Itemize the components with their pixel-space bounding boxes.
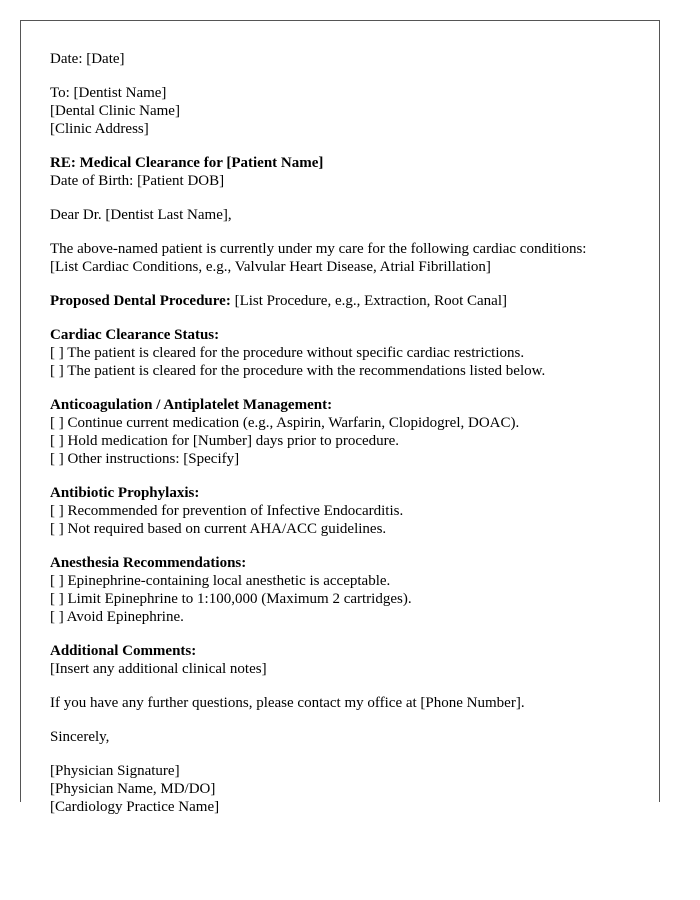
anesthesia-heading: Anesthesia Recommendations: (50, 555, 247, 571)
subject-line: RE: Medical Clearance for [Patient Name] (50, 155, 324, 171)
procedure-value: [List Procedure, e.g., Extraction, Root Canal] (230, 293, 508, 309)
letter-body (50, 50, 649, 816)
procedure-line (50, 292, 649, 310)
subject-line-wrapper (50, 154, 649, 172)
anticoagulation-heading: Anticoagulation / Antiplatelet Management: (50, 397, 333, 413)
antibiotic-option: [ ] Not required based on current AHA/ACC guidelines. (50, 521, 387, 537)
antibiotic-heading: Antibiotic Prophylaxis: (50, 485, 200, 501)
procedure-label: Proposed Dental Procedure: (50, 293, 231, 309)
antibiotic-heading-wrapper (50, 484, 649, 502)
anesthesia-option: [ ] Limit Epinephrine to 1:100,000 (Maximum 2 cartridges). (50, 591, 412, 607)
salutation: Dear Dr. [Dentist Last Name], (50, 207, 232, 223)
anticoagulation-option: [ ] Hold medication for [Number] days prior to procedure. (50, 433, 400, 449)
anesthesia-option: [ ] Avoid Epinephrine. (50, 609, 184, 625)
clearance-heading-wrapper (50, 326, 649, 344)
anesthesia-heading-wrapper (50, 554, 649, 572)
clinic-address: [Clinic Address] (50, 121, 149, 137)
contact-line: If you have any further questions, please contact my office at [Phone Number]. (50, 695, 525, 711)
clearance-heading: Cardiac Clearance Status: (50, 327, 220, 343)
recipient-line: To: [Dentist Name] (50, 85, 167, 101)
physician-signature: [Physician Signature] (50, 763, 180, 779)
comments-value: [Insert any additional clinical notes] (50, 661, 267, 677)
clearance-option: [ ] The patient is cleared for the procedure with the recommendations listed below. (50, 363, 546, 379)
intro-line-1: The above-named patient is currently under my care for the following cardiac conditions: (50, 241, 587, 257)
practice-name: [Cardiology Practice Name] (50, 799, 220, 815)
clinic-name: [Dental Clinic Name] (50, 103, 180, 119)
comments-heading: Additional Comments: (50, 643, 197, 659)
letter-page (20, 20, 660, 815)
date-line: Date: [Date] (50, 51, 125, 67)
anticoagulation-heading-wrapper (50, 396, 649, 414)
physician-name: [Physician Name, MD/DO] (50, 781, 216, 797)
anesthesia-option: [ ] Epinephrine-containing local anesthetic is acceptable. (50, 573, 391, 589)
intro-line-2: [List Cardiac Conditions, e.g., Valvular Heart Disease, Atrial Fibrillation] (50, 259, 491, 275)
clearance-option: [ ] The patient is cleared for the procedure without specific cardiac restrictions. (50, 345, 525, 361)
anticoagulation-option: [ ] Other instructions: [Specify] (50, 451, 240, 467)
patient-dob: Date of Birth: [Patient DOB] (50, 173, 225, 189)
comments-heading-wrapper (50, 642, 649, 660)
closing: Sincerely, (50, 729, 110, 745)
antibiotic-option: [ ] Recommended for prevention of Infective Endocarditis. (50, 503, 404, 519)
anticoagulation-option: [ ] Continue current medication (e.g., Aspirin, Warfarin, Clopidogrel, DOAC). (50, 415, 520, 431)
